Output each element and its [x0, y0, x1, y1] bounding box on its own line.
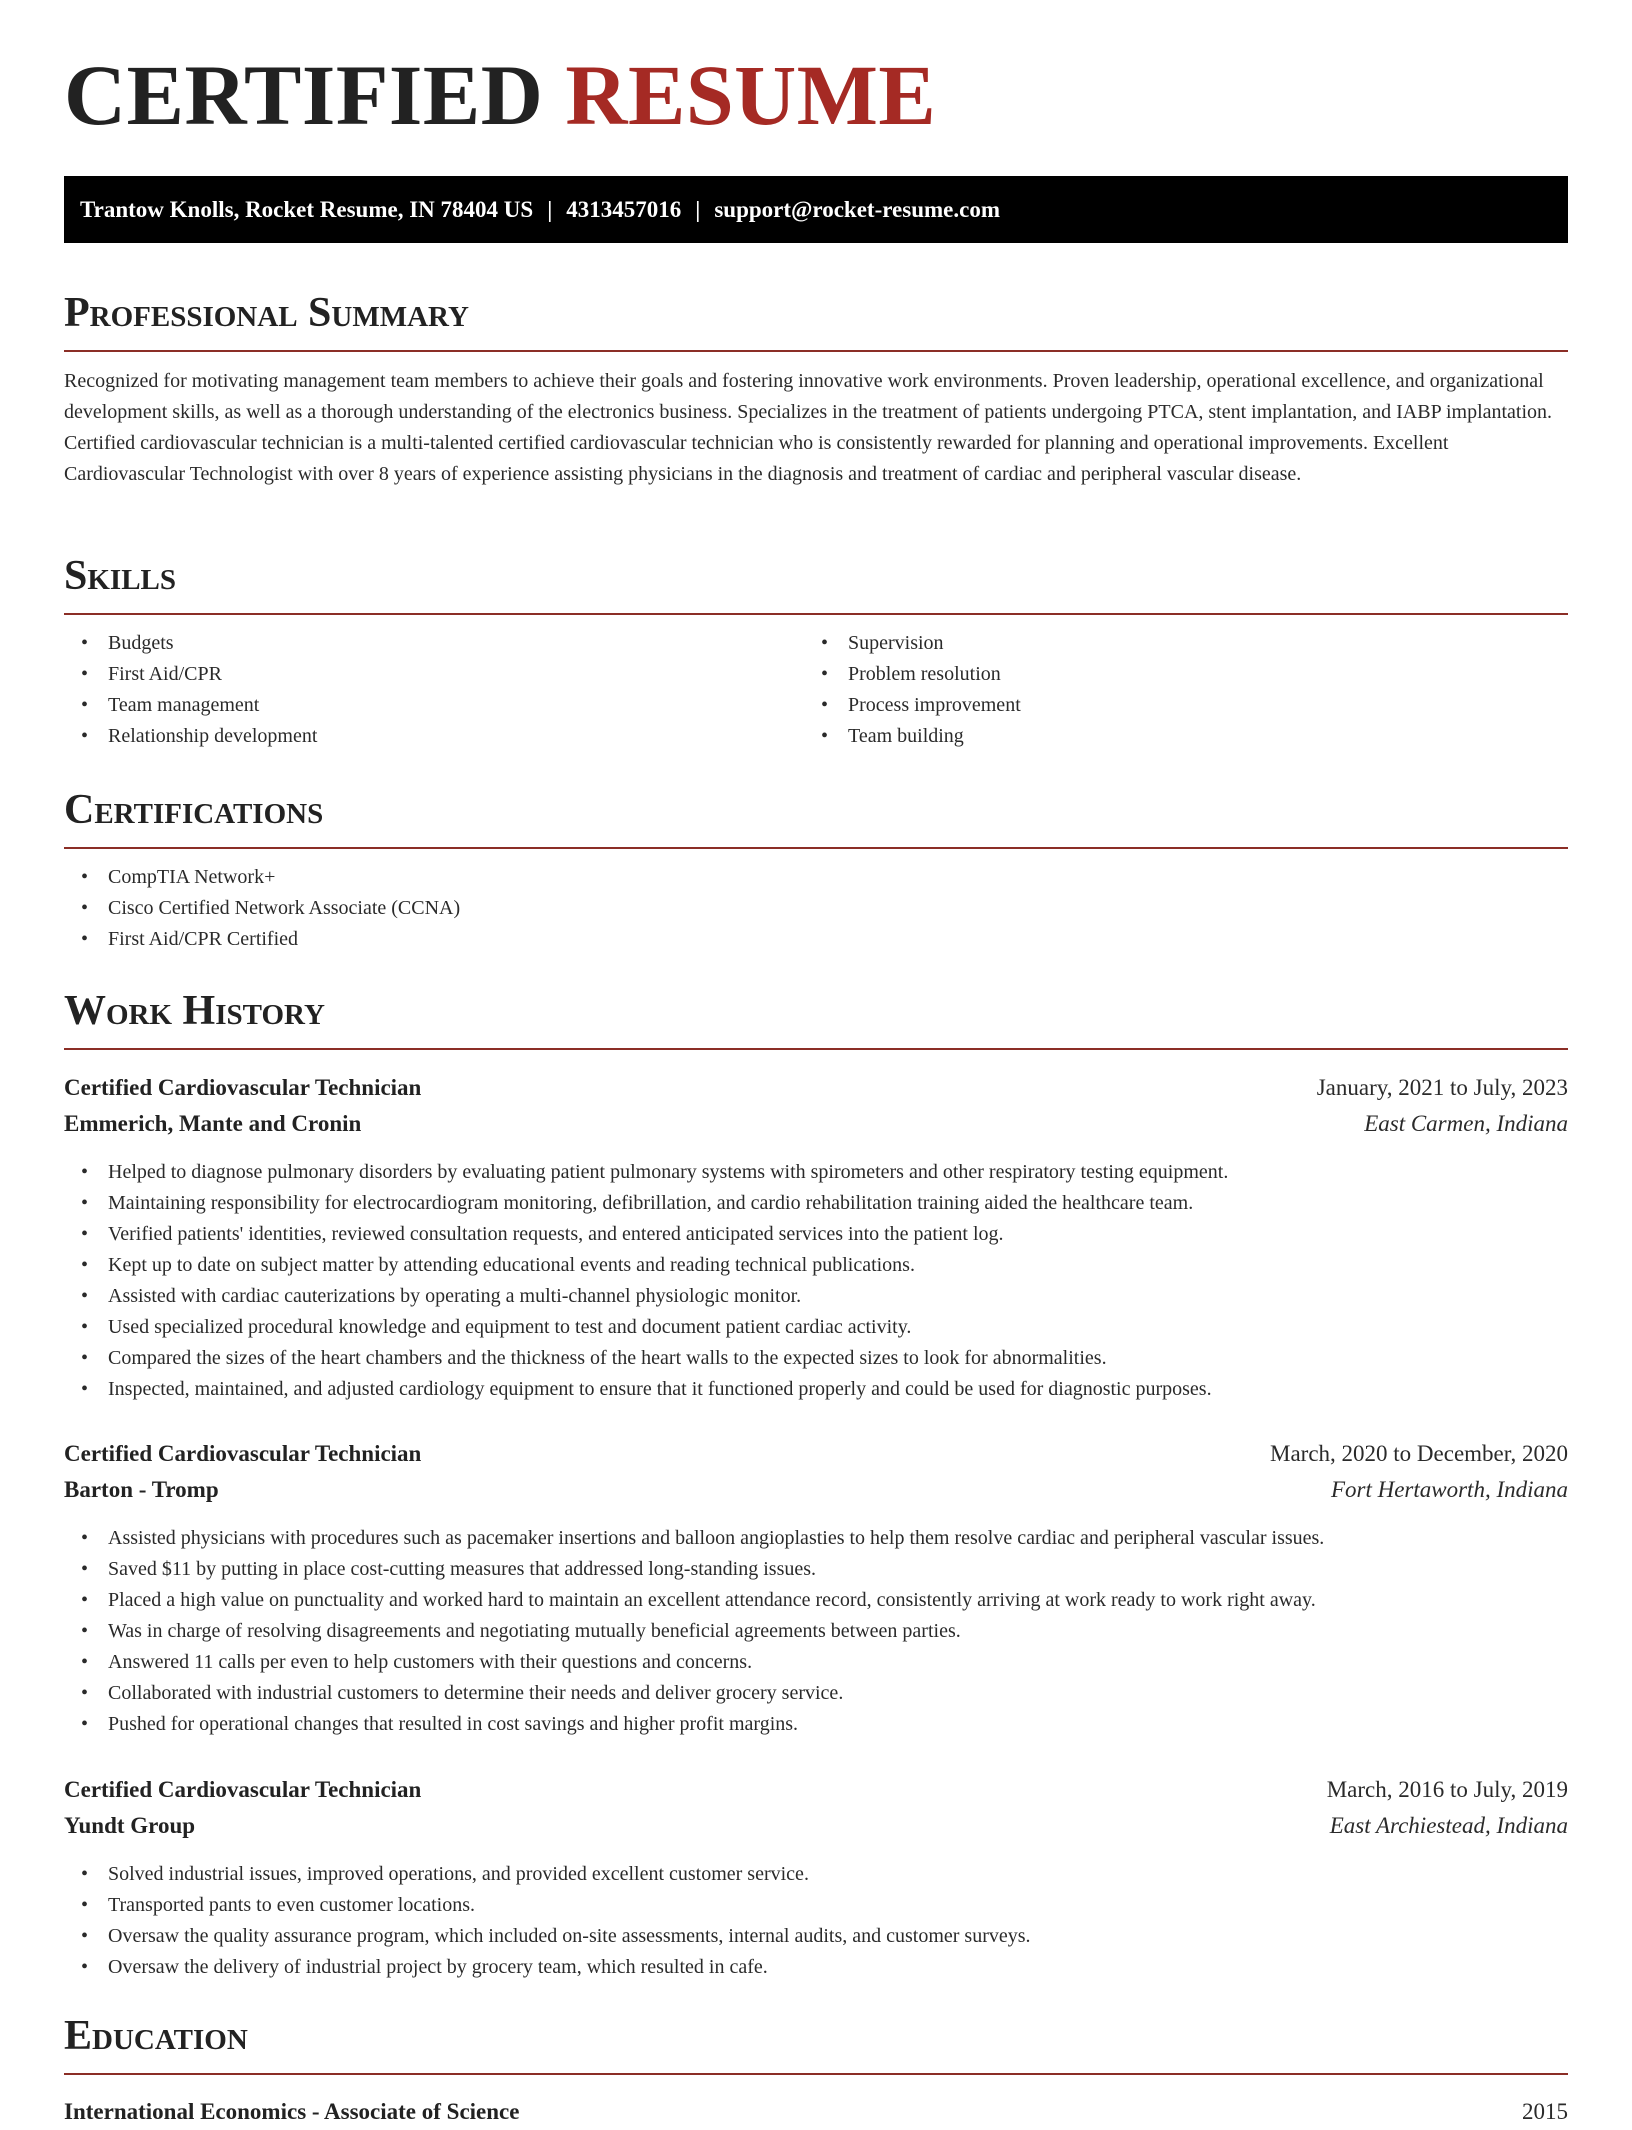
- job-company: Emmerich, Mante and Cronin: [64, 1111, 362, 1136]
- summary-heading: Professional Summary: [64, 292, 1568, 352]
- job-title-row: [64, 1070, 1568, 1106]
- job-bullet: • Inspected, maintained, and adjusted cardiology equipment to ensure that it functioned properly and could be used for diagnostic purposes.: [64, 1374, 1568, 1405]
- skill-item: • First Aid/CPR: [64, 659, 804, 690]
- job-title-row: [64, 1772, 1568, 1808]
- job-bullets: [64, 1859, 1568, 1983]
- job-bullet: • Oversaw the delivery of industrial project by grocery team, which resulted in cafe.: [64, 1952, 1568, 1983]
- job-dates: January, 2021 to July, 2023: [1316, 1075, 1568, 1100]
- job-bullet: • Assisted physicians with procedures such as pacemaker insertions and balloon angioplasties to help them resolve cardiac and peripheral vascular issues.: [64, 1523, 1568, 1554]
- certifications-list: [64, 862, 1568, 955]
- job-bullet: • Maintaining responsibility for electrocardiogram monitoring, defibrillation, and cardio rehabilitation training aided the healthcare team.: [64, 1188, 1568, 1219]
- skills-list: [64, 628, 1568, 752]
- job-bullet: • Helped to diagnose pulmonary disorders by evaluating patient pulmonary systems with spirometers and other respiratory testing equipment.: [64, 1157, 1568, 1188]
- job-dates: March, 2016 to July, 2019: [1326, 1777, 1568, 1802]
- education-year: 2015: [1522, 2099, 1568, 2124]
- job-entry-header: [64, 1772, 1568, 1844]
- contact-phone: 4313457016: [566, 197, 682, 222]
- summary-text: Recognized for motivating management team members to achieve their goals and fostering innovative work environments. Proven leadership, operational excellence, and organizational development skills, as well as a thorough understanding of the electronics business. Specializes in the treatment of patients undergoing PTCA, stent implantation, and IABP implantation. Certified cardiovascular technician is a multi-talented certified cardiovascular technician who is consistently rewarded for planning and operational improvements. Excellent Cardiovascular Technologist with over 8 years of experience assisting physicians in the diagnosis and treatment of cardiac and peripheral vascular disease.: [64, 370, 1553, 485]
- job-title: Certified Cardiovascular Technician: [64, 1075, 422, 1100]
- work-history-heading: Work History: [64, 990, 1568, 1050]
- job-bullet: • Saved $11 by putting in place cost-cutting measures that addressed long-standing issues.: [64, 1554, 1568, 1585]
- certifications-heading: Certifications: [64, 789, 1568, 849]
- job-bullet: • Answered 11 calls per even to help customers with their questions and concerns.: [64, 1647, 1568, 1678]
- education-entry: [64, 2094, 1568, 2130]
- job-location: Fort Hertaworth, Indiana: [1330, 1477, 1568, 1502]
- job-dates: March, 2020 to December, 2020: [1270, 1441, 1568, 1466]
- job-bullet: • Compared the sizes of the heart chambers and the thickness of the heart walls to the expected sizes to look for abnormalities.: [64, 1343, 1568, 1374]
- job-location: East Carmen, Indiana: [1364, 1111, 1568, 1136]
- job-title-row: [64, 1436, 1568, 1472]
- job-location: East Archiestead, Indiana: [1329, 1813, 1568, 1838]
- contact-separator: |: [547, 197, 553, 222]
- certification-item: • Cisco Certified Network Associate (CCNA): [64, 893, 1568, 924]
- skill-item: • Team building: [804, 721, 1544, 752]
- skill-item: • Relationship development: [64, 721, 804, 752]
- job-bullet: • Assisted with cardiac cauterizations by operating a multi-channel physiologic monitor.: [64, 1281, 1568, 1312]
- skill-item: • Supervision: [804, 628, 1544, 659]
- resume-page: [64, 0, 1568, 2124]
- skills-column-left: [64, 628, 804, 752]
- education-degree: International Economics - Associate of Science: [64, 2099, 520, 2124]
- skill-item: • Team management: [64, 690, 804, 721]
- contact-bar: [64, 176, 1568, 243]
- job-bullets: [64, 1157, 1568, 1405]
- skills-heading: Skills: [64, 555, 1568, 615]
- job-entry-header: [64, 1070, 1568, 1142]
- job-company-row: [64, 1472, 1568, 1508]
- contact-separator: |: [695, 197, 701, 222]
- job-bullet: • Transported pants to even customer locations.: [64, 1890, 1568, 1921]
- job-company: Yundt Group: [64, 1813, 196, 1838]
- title-main: CERTIFIED: [64, 47, 544, 143]
- certification-item: • First Aid/CPR Certified: [64, 924, 1568, 955]
- skill-item: • Budgets: [64, 628, 804, 659]
- education-row: [64, 2094, 1568, 2130]
- job-bullet: • Used specialized procedural knowledge and equipment to test and document patient cardiac activity.: [64, 1312, 1568, 1343]
- job-bullet: • Placed a high value on punctuality and worked hard to maintain an excellent attendance record, consistently arriving at work ready to work right away.: [64, 1585, 1568, 1616]
- job-entry-header: [64, 1436, 1568, 1508]
- skills-column-right: [804, 628, 1544, 752]
- job-bullet: • Pushed for operational changes that resulted in cost savings and higher profit margins.: [64, 1709, 1568, 1740]
- contact-email[interactable]: support@rocket-resume.com: [714, 197, 1000, 222]
- resume-title: [64, 0, 1568, 143]
- job-bullet: • Verified patients' identities, reviewed consultation requests, and entered anticipated services into the patient log.: [64, 1219, 1568, 1250]
- contact-address: Trantow Knolls, Rocket Resume, IN 78404 US: [80, 197, 534, 222]
- job-bullet: • Oversaw the quality assurance program, which included on-site assessments, internal audits, and customer surveys.: [64, 1921, 1568, 1952]
- job-bullet: • Solved industrial issues, improved operations, and provided excellent customer service.: [64, 1859, 1568, 1890]
- skill-item: • Process improvement: [804, 690, 1544, 721]
- job-bullet: • Was in charge of resolving disagreements and negotiating mutually beneficial agreements between parties.: [64, 1616, 1568, 1647]
- job-bullets: [64, 1523, 1568, 1740]
- job-company: Barton - Tromp: [64, 1477, 219, 1502]
- education-heading: Education: [64, 2015, 1568, 2075]
- certification-item: • CompTIA Network+: [64, 862, 1568, 893]
- job-bullet: • Collaborated with industrial customers to determine their needs and deliver grocery service.: [64, 1678, 1568, 1709]
- job-title: Certified Cardiovascular Technician: [64, 1441, 422, 1466]
- skill-item: • Problem resolution: [804, 659, 1544, 690]
- job-title: Certified Cardiovascular Technician: [64, 1777, 422, 1802]
- job-company-row: [64, 1106, 1568, 1142]
- title-accent: RESUME: [565, 47, 937, 143]
- job-bullet: • Kept up to date on subject matter by attending educational events and reading technical publications.: [64, 1250, 1568, 1281]
- job-company-row: [64, 1808, 1568, 1844]
